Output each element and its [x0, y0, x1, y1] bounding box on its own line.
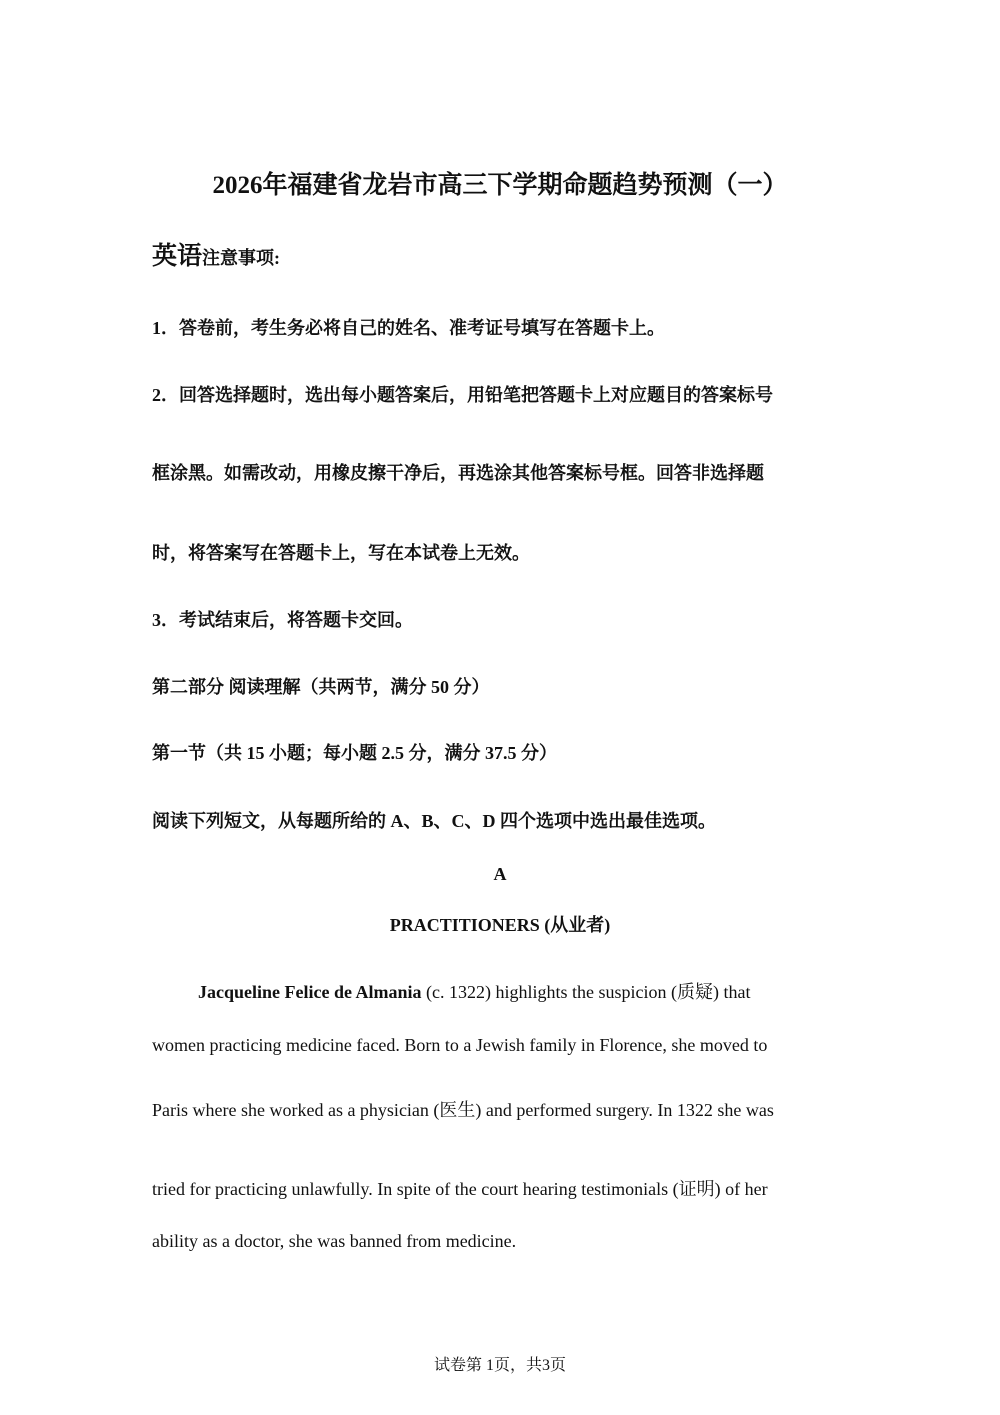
passage-person-name: Jacqueline Felice de Almania [198, 982, 422, 1002]
notice-item-3: 3．考试结束后，将答题卡交回。 [152, 610, 413, 630]
passage-line-5: ability as a doctor, she was banned from medicine. [152, 1231, 517, 1251]
notice-item-1: 1．答卷前，考生务必将自己的姓名、准考证号填写在答题卡上。 [152, 318, 665, 338]
subject-label: 英语 [152, 243, 203, 270]
section-part-heading: 第二部分 阅读理解（共两节，满分 50 分） [152, 677, 490, 697]
passage-line-4: tried for practicing unlawfully. In spite of the court hearing testimonials (证明) of her [152, 1179, 768, 1199]
subsection-heading: 第一节（共 15 小题；每小题 2.5 分，满分 37.5 分） [152, 743, 557, 763]
subject-notice-line [152, 240, 280, 277]
passage-label: A [493, 864, 507, 884]
notice-item-2-line-2: 框涂黑。如需改动，用橡皮擦干净后，再选涂其他答案标号框。回答非选择题 [152, 463, 764, 483]
page-footer: 试卷第 1页，共3页 [433, 1357, 566, 1374]
passage-line-1 [152, 979, 898, 1005]
exam-title: 2026年福建省龙岩市高三下学期命题趋势预测（一） [212, 172, 788, 199]
passage-line-2: women practicing medicine faced. Born to a Jewish family in Florence, she moved to [152, 1035, 768, 1055]
notice-heading: 注意事项: [202, 248, 281, 268]
notice-item-2-line-3: 时，将答案写在答题卡上，写在本试卷上无效。 [152, 543, 530, 563]
reading-instruction: 阅读下列短文，从每题所给的 A、B、C、D 四个选项中选出最佳选项。 [152, 811, 716, 831]
passage-line-1-text: (c. 1322) highlights the suspicion (质疑) that [421, 982, 751, 1002]
passage-heading: PRACTITIONERS (从业者) [389, 915, 611, 935]
passage-line-3: Paris where she worked as a physician (医生) and performed surgery. In 1322 she was [152, 1100, 774, 1120]
notice-item-2-line-1: 2．回答选择题时，选出每小题答案后，用铅笔把答题卡上对应题目的答案标号 [152, 385, 773, 405]
